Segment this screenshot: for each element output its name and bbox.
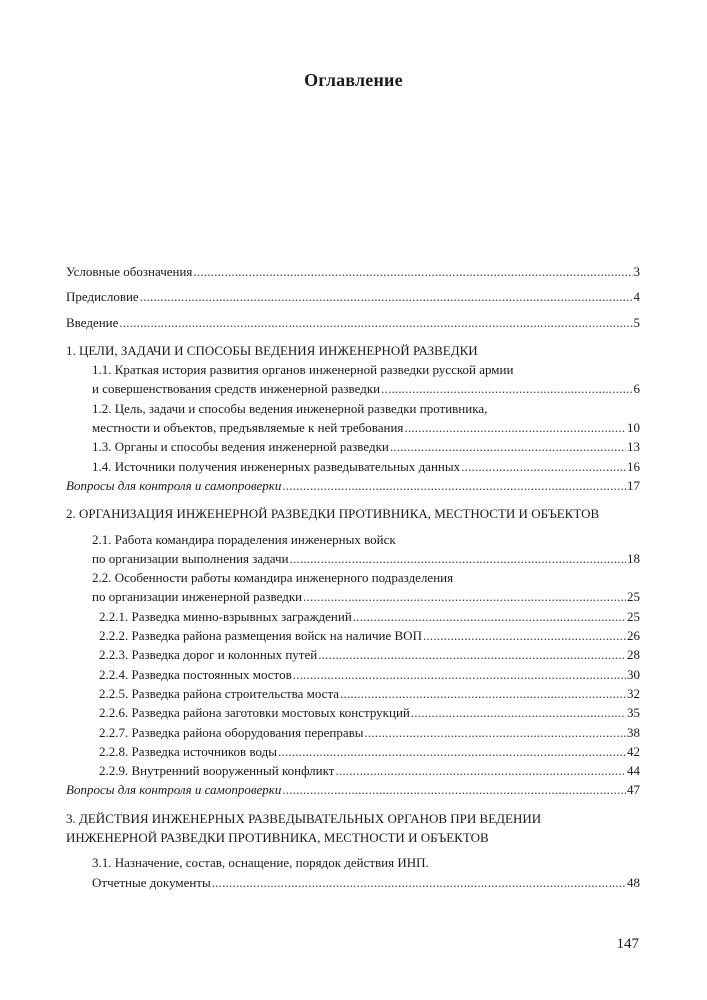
toc-entry-1-1[interactable]: [66, 379, 640, 398]
toc-entry-text: 2.2.1. Разведка минно-взрывных заграждений: [99, 608, 352, 624]
toc-page-number: 35: [627, 705, 640, 721]
dot-leader: [390, 437, 626, 456]
dot-leader: [318, 645, 626, 664]
toc-entry-2-2-8[interactable]: [66, 742, 640, 761]
toc-entry-text: 2.2.8. Разведка источников воды: [99, 743, 277, 759]
toc-entry-symbols[interactable]: [66, 262, 640, 281]
toc-page-number: 17: [627, 477, 640, 493]
toc-page-number: 47: [627, 782, 640, 798]
toc-entry-1-3[interactable]: [66, 437, 640, 456]
toc-entry-text: Вопросы для контроля и самопроверки: [66, 477, 282, 493]
toc-page-number: 44: [627, 763, 640, 779]
toc-entry-text: и совершенствования средств инженерной разведки: [92, 381, 381, 397]
page-title: Оглавление: [304, 70, 403, 90]
chapter-2-heading[interactable]: 2. ОРГАНИЗАЦИЯ ИНЖЕНЕРНОЙ РАЗВЕДКИ ПРОТИВНИКА, МЕСТНОСТИ И ОБЪЕКТОВ: [66, 506, 600, 522]
toc-entry-2-2-4[interactable]: [66, 665, 640, 684]
toc-page-number: 13: [627, 439, 640, 455]
toc-entry-2-2-1[interactable]: [66, 607, 640, 626]
toc-entry-text: 1.4. Источники получения инженерных разведывательных данных: [92, 458, 461, 474]
toc-page-number: 42: [627, 743, 640, 759]
toc-entry-2-2-3[interactable]: [66, 645, 640, 664]
dot-leader: [364, 723, 626, 742]
toc-entry-text: 2.2.6. Разведка района заготовки мостовых конструкций: [99, 705, 410, 721]
toc-entry-questions-1[interactable]: [66, 476, 640, 495]
toc-page-number: 25: [627, 608, 640, 624]
toc-entry-1-2-line1[interactable]: 1.2. Цель, задачи и способы ведения инженерной разведки противника,: [92, 400, 488, 416]
dot-leader: [293, 665, 626, 684]
dot-leader: [140, 287, 633, 306]
toc-page-number: 30: [627, 666, 640, 682]
toc-entry-2-2-9[interactable]: [66, 761, 640, 780]
toc-entry-3-1-line1[interactable]: 3.1. Назначение, состав, оснащение, порядок действия ИНП.: [92, 855, 429, 871]
chapter-3-heading-line2[interactable]: ИНЖЕНЕРНОЙ РАЗВЕДКИ ПРОТИВНИКА, МЕСТНОСТИ И ОБЪЕКТОВ: [66, 830, 489, 846]
page-number: 147: [616, 936, 639, 952]
chapter-3-heading-line1[interactable]: 3. ДЕЙСТВИЯ ИНЖЕНЕРНЫХ РАЗВЕДЫВАТЕЛЬНЫХ ОРГАНОВ ПРИ ВЕДЕНИИ: [66, 810, 542, 826]
toc-page-number: 18: [627, 550, 640, 566]
toc-page-number: 28: [627, 647, 640, 663]
toc-entry-text: 2.2.4. Разведка постоянных мостов: [99, 666, 292, 682]
toc-page-number: 6: [633, 381, 640, 397]
dot-leader: [340, 684, 626, 703]
dot-leader: [461, 457, 626, 476]
dot-leader: [282, 780, 626, 799]
toc-entry-text: 2.2.2. Разведка района размещения войск на наличие ВОП: [99, 628, 422, 644]
toc-entry-2-2-2[interactable]: [66, 626, 640, 645]
toc-entry-2-2-6[interactable]: [66, 703, 640, 722]
toc-entry-text: Предисловие: [66, 289, 139, 305]
toc-entry-text: местности и объектов, предъявляемые к ней требования: [92, 420, 404, 436]
toc-entry-text: Введение: [66, 314, 119, 330]
toc-entry-2-2-line1[interactable]: 2.2. Особенности работы командира инженерного подразделения: [92, 570, 454, 586]
toc-entry-1-1-line1[interactable]: 1.1. Краткая история развития органов инженерной разведки русской армии: [92, 362, 514, 378]
toc-page-number: 5: [633, 314, 640, 330]
toc-entry-3-1[interactable]: [66, 873, 640, 892]
toc-page-number: 26: [627, 628, 640, 644]
dot-leader: [212, 873, 626, 892]
toc-page-number: 10: [627, 420, 640, 436]
dot-leader: [353, 607, 626, 626]
toc-entry-2-1[interactable]: [66, 549, 640, 568]
dot-leader: [290, 549, 626, 568]
toc-entry-text: по организации выполнения задачи: [92, 550, 289, 566]
toc-entry-1-2[interactable]: [66, 418, 640, 437]
toc-entry-text: 2.2.3. Разведка дорог и колонных путей: [99, 647, 318, 663]
dot-leader: [404, 418, 626, 437]
toc-page-number: 48: [627, 874, 640, 890]
toc-page-number: 25: [627, 589, 640, 605]
toc-entry-text: 2.2.5. Разведка района строительства моста: [99, 685, 340, 701]
toc-page-number: 3: [633, 264, 640, 279]
toc-entry-2-2[interactable]: [66, 587, 640, 606]
toc-entry-text: 2.2.7. Разведка района оборудования переправы: [99, 724, 364, 740]
dot-leader: [381, 379, 632, 398]
dot-leader: [119, 313, 632, 332]
toc-entry-text: Вопросы для контроля и самопроверки: [66, 782, 282, 798]
dot-leader: [282, 476, 626, 495]
dot-leader: [303, 587, 626, 606]
dot-leader: [423, 626, 626, 645]
toc-entry-preface[interactable]: [66, 287, 640, 306]
toc-entry-2-2-5[interactable]: [66, 684, 640, 703]
toc-page-number: 4: [633, 289, 640, 305]
toc-entry-2-2-7[interactable]: [66, 723, 640, 742]
toc-page-number: 32: [627, 685, 640, 701]
dot-leader: [411, 703, 626, 722]
dot-leader: [278, 742, 626, 761]
toc-entry-text: 2.2.9. Внутренний вооруженный конфликт: [99, 763, 335, 779]
toc-entry-2-1-line1[interactable]: 2.1. Работа командира пораделения инженерных войск: [92, 531, 396, 547]
toc-entry-introduction[interactable]: [66, 313, 640, 332]
toc-page-number: 38: [627, 724, 640, 740]
toc-entry-text: Условные обозначения: [66, 264, 193, 279]
chapter-1-heading[interactable]: 1. ЦЕЛИ, ЗАДАЧИ И СПОСОБЫ ВЕДЕНИЯ ИНЖЕНЕРНОЙ РАЗВЕДКИ: [66, 342, 478, 358]
dot-leader: [193, 262, 632, 281]
toc-entry-text: по организации инженерной разведки: [92, 589, 303, 605]
toc-page-number: 16: [627, 458, 640, 474]
table-of-contents: [66, 262, 640, 892]
toc-entry-text: 1.3. Органы и способы ведения инженерной разведки: [92, 439, 389, 455]
toc-entry-1-4[interactable]: [66, 457, 640, 476]
toc-entry-questions-2[interactable]: [66, 780, 640, 799]
dot-leader: [335, 761, 626, 780]
toc-entry-text: Отчетные документы: [92, 874, 211, 890]
